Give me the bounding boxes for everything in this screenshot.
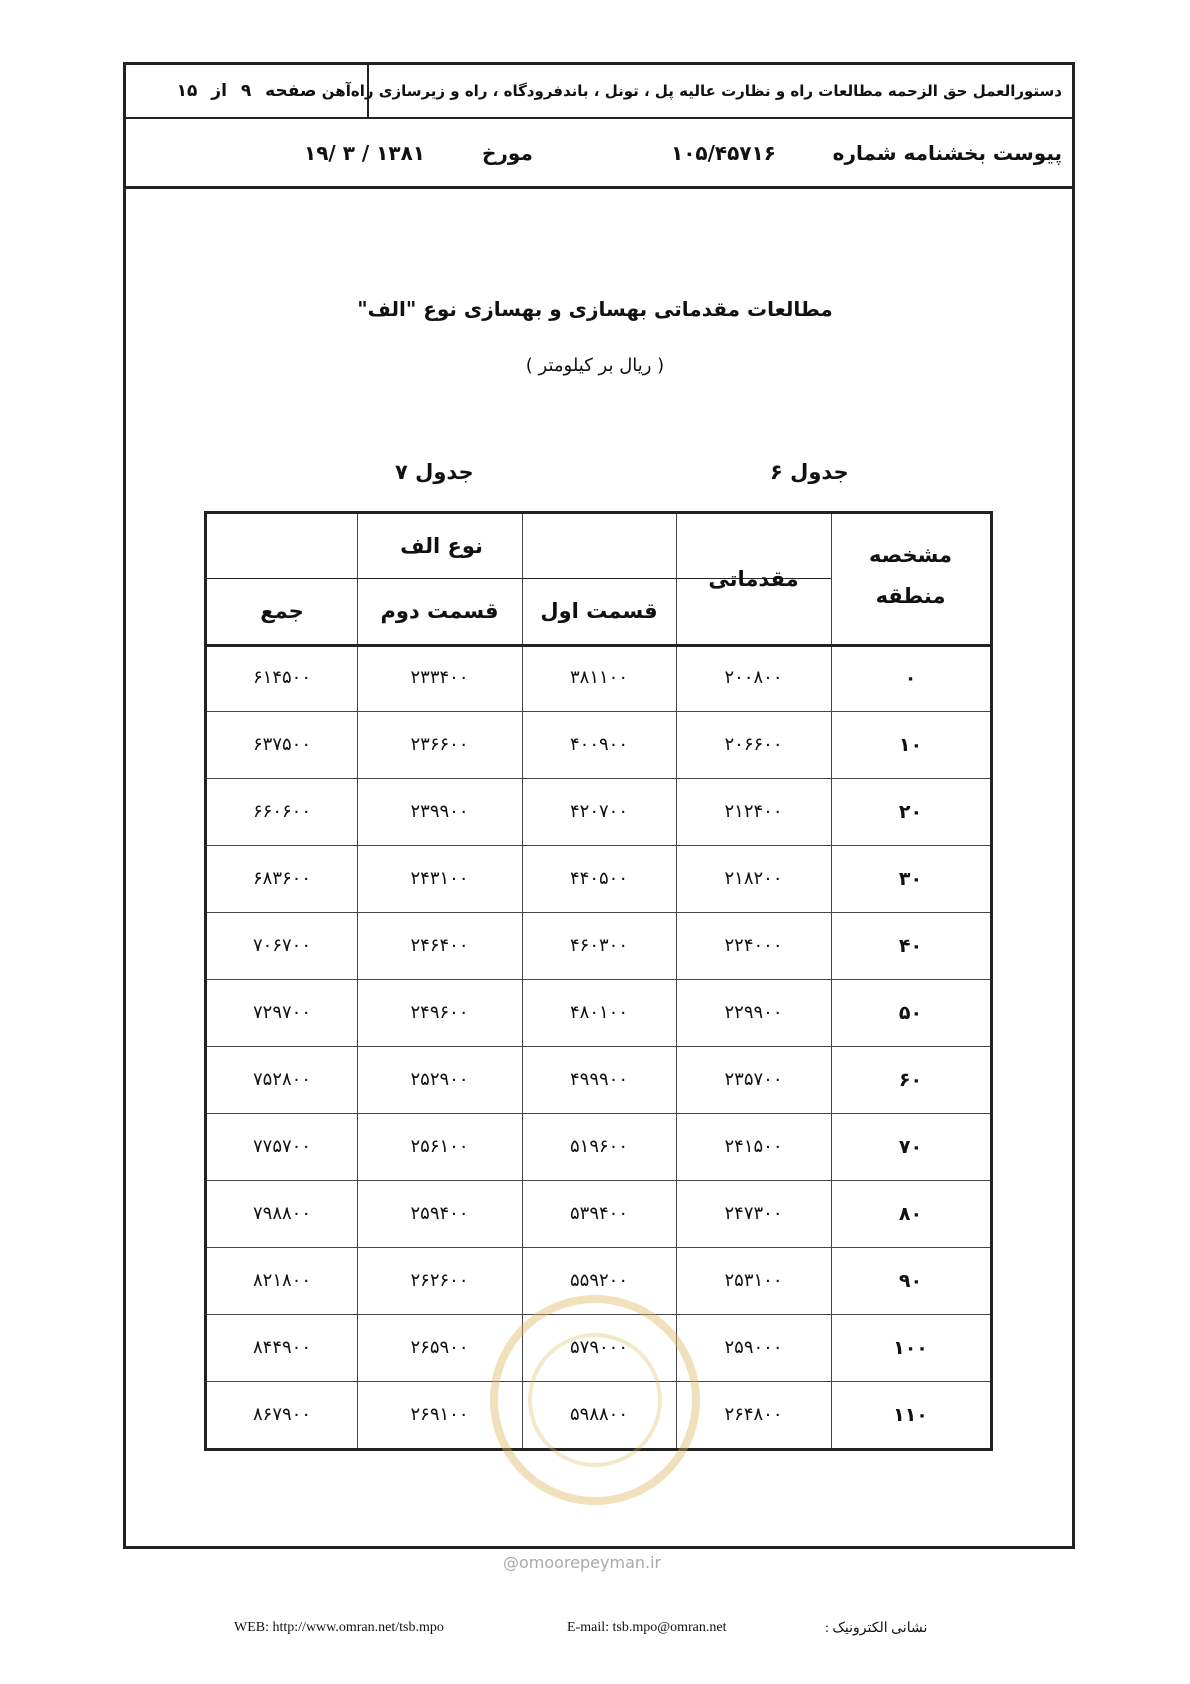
cell-part-two: ۲۴۳۱۰۰ <box>410 868 469 889</box>
table-row <box>207 845 990 912</box>
cell-part-one: ۴۴۰۵۰۰ <box>570 868 629 889</box>
watermark-inner-ring <box>528 1333 662 1467</box>
cell-part-one: ۴۶۰۳۰۰ <box>570 935 629 956</box>
table-row <box>207 644 990 711</box>
zone-header-2: منطقه <box>875 584 946 608</box>
date-value: ۱۳۸۱ / ۳ /۱۹ <box>304 141 425 165</box>
cell-total: ۶۱۴۵۰۰ <box>253 667 312 688</box>
cell-part-one: ۵۳۹۴۰۰ <box>570 1203 629 1224</box>
header-title: دستورالعمل حق الزحمه مطالعات راه و نظارت عالیه پل ، تونل ، باندفرودگاه ، راه و زیرسازی راه‌آهن <box>321 82 1062 100</box>
cell-part-one: ۵۱۹۶۰۰ <box>570 1136 629 1157</box>
cell-zone: ۱۰ <box>898 733 923 756</box>
cell-preliminary: ۲۶۴۸۰۰ <box>724 1404 783 1425</box>
cell-zone: ۰ <box>904 666 917 689</box>
cell-total: ۷۲۹۷۰۰ <box>253 1002 312 1023</box>
cell-zone: ۹۰ <box>898 1269 923 1292</box>
cell-total: ۶۶۰۶۰۰ <box>253 801 312 822</box>
cell-zone: ۳۰ <box>898 867 923 890</box>
cell-total: ۷۹۸۸۰۰ <box>253 1203 312 1224</box>
type-alef-header: نوع الف <box>400 534 483 558</box>
cell-zone: ۴۰ <box>898 934 923 957</box>
cell-part-one: ۴۹۹۹۰۰ <box>570 1069 629 1090</box>
cell-total: ۸۶۷۹۰۰ <box>253 1404 312 1425</box>
cell-zone: ۸۰ <box>898 1202 923 1225</box>
cell-preliminary: ۲۰۶۶۰۰ <box>724 734 783 755</box>
cell-part-one: ۵۵۹۲۰۰ <box>570 1270 629 1291</box>
cell-part-one: ۵۷۹۰۰۰ <box>570 1337 629 1358</box>
circular-row <box>126 119 1072 189</box>
cell-part-two: ۲۳۹۹۰۰ <box>410 801 469 822</box>
cell-total: ۷۷۵۷۰۰ <box>253 1136 312 1157</box>
cell-part-one: ۳۸۱۱۰۰ <box>570 667 629 688</box>
cell-part-two: ۲۳۶۶۰۰ <box>410 734 469 755</box>
cell-part-two: ۲۳۳۴۰۰ <box>410 667 469 688</box>
cell-total: ۸۲۱۸۰۰ <box>253 1270 312 1291</box>
table-row <box>207 912 990 979</box>
cell-part-two: ۲۶۲۶۰۰ <box>410 1270 469 1291</box>
cell-total: ۶۳۷۵۰۰ <box>253 734 312 755</box>
table-row <box>207 711 990 778</box>
cell-preliminary: ۲۰۰۸۰۰ <box>724 667 783 688</box>
cell-part-two: ۲۵۹۴۰۰ <box>410 1203 469 1224</box>
part-two-header: قسمت دوم <box>380 599 499 623</box>
cell-part-two: ۲۵۲۹۰۰ <box>410 1069 469 1090</box>
total-header: جمع <box>260 599 304 623</box>
cell-preliminary: ۲۵۹۰۰۰ <box>724 1337 783 1358</box>
table6-label: جدول ۶ <box>770 460 849 484</box>
header-row <box>126 65 1072 119</box>
cell-zone: ۶۰ <box>898 1068 923 1091</box>
document-subtitle: ( ریال بر کیلومتر ) <box>525 355 665 376</box>
date-label: مورخ <box>482 141 533 165</box>
document-title: مطالعات مقدماتی بهسازی و بهسازی نوع "الف" <box>357 297 833 321</box>
cell-total: ۷۵۲۸۰۰ <box>253 1069 312 1090</box>
cell-part-one: ۵۹۸۸۰۰ <box>570 1404 629 1425</box>
part-one-header: قسمت اول <box>540 599 658 623</box>
watermark-site: @omoorepeyman.ir <box>503 1553 662 1572</box>
cell-zone: ۱۱۰ <box>893 1403 928 1426</box>
table-row <box>207 979 990 1046</box>
cell-total: ۷۰۶۷۰۰ <box>253 935 312 956</box>
cell-part-two: ۲۵۶۱۰۰ <box>410 1136 469 1157</box>
cell-part-two: ۲۴۹۶۰۰ <box>410 1002 469 1023</box>
circular-label: پیوست بخشنامه شماره <box>832 141 1062 165</box>
footer-email: E-mail: tsb.mpo@omran.net <box>567 1620 727 1635</box>
table-row <box>207 1180 990 1247</box>
cell-part-one: ۴۰۰۹۰۰ <box>570 734 629 755</box>
footer-web: WEB: http://www.omran.net/tsb.mpo <box>234 1620 444 1635</box>
cell-preliminary: ۲۴۷۳۰۰ <box>724 1203 783 1224</box>
watermark-seal <box>490 1295 700 1505</box>
preliminary-header: مقدماتی <box>708 567 799 591</box>
cell-zone: ۷۰ <box>898 1135 923 1158</box>
table-row <box>207 1046 990 1113</box>
table7-label: جدول ۷ <box>395 460 474 484</box>
table-row <box>207 778 990 845</box>
cell-total: ۸۴۴۹۰۰ <box>253 1337 312 1358</box>
zone-header-1: مشخصه <box>869 543 952 567</box>
circular-number: ۱۰۵/۴۵۷۱۶ <box>671 141 776 165</box>
cell-preliminary: ۲۲۹۹۰۰ <box>724 1002 783 1023</box>
cell-zone: ۱۰۰ <box>893 1336 928 1359</box>
cell-part-one: ۴۸۰۱۰۰ <box>570 1002 629 1023</box>
cell-part-two: ۲۴۶۴۰۰ <box>410 935 469 956</box>
cell-zone: ۲۰ <box>898 800 923 823</box>
cell-preliminary: ۲۵۳۱۰۰ <box>724 1270 783 1291</box>
cell-preliminary: ۲۲۴۰۰۰ <box>724 935 783 956</box>
footer-label: نشانی الکترونیک : <box>825 1621 928 1636</box>
cell-preliminary: ۲۳۵۷۰۰ <box>724 1069 783 1090</box>
page-number: صفحه ۹ از ۱۵ <box>126 65 369 117</box>
cell-preliminary: ۲۱۸۲۰۰ <box>724 868 783 889</box>
cell-preliminary: ۲۱۲۴۰۰ <box>724 801 783 822</box>
cell-part-one: ۴۲۰۷۰۰ <box>570 801 629 822</box>
cell-zone: ۵۰ <box>898 1001 923 1024</box>
cell-part-two: ۲۶۵۹۰۰ <box>410 1337 469 1358</box>
cell-part-two: ۲۶۹۱۰۰ <box>410 1404 469 1425</box>
cell-preliminary: ۲۴۱۵۰۰ <box>724 1136 783 1157</box>
cell-total: ۶۸۳۶۰۰ <box>253 868 312 889</box>
table-row <box>207 1113 990 1180</box>
